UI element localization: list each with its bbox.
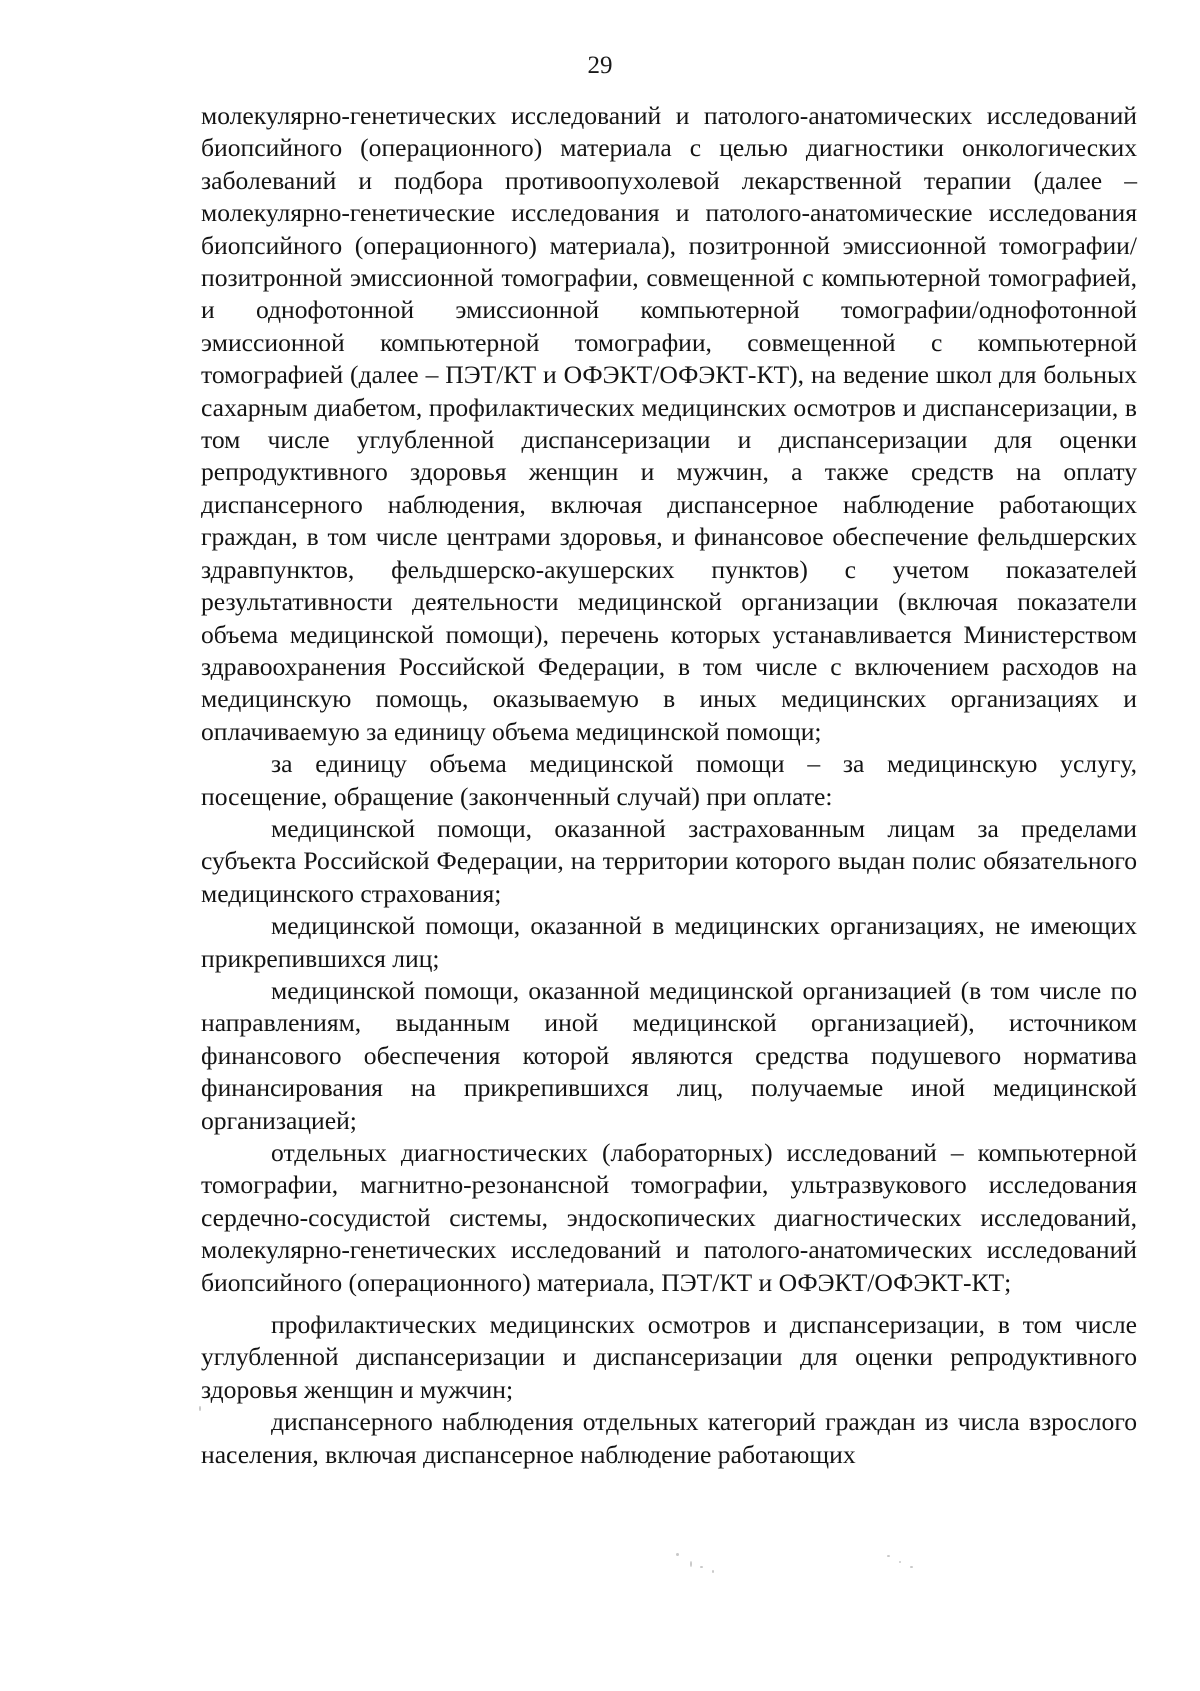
scan-speckle [712, 1570, 714, 1573]
paragraph: молекулярно-генетических исследований и патолого-анатомических исследований биопсийного (операционного) материала с целью диагностики онкологических заболеваний и подбора противоопухолевой лекарственной терапии (далее – молекулярно-генетические исследования и патолого-анатомические исследования биопсийного (операционного) материала), позитронной эмиссионной томографии/позитронной эмиссионной томографии, совмещенной с компьютерной томографией, и однофотонной эмиссионной компьютерной томографии/однофотонной эмиссионной компьютерной томографии, совмещенной с компьютерной томографией (далее – ПЭТ/КТ и ОФЭКТ/ОФЭКТ-КТ), на ведение школ для больных сахарным диабетом, профилактических медицинских осмотров и диспансеризации, в том числе углубленной диспансеризации и диспансеризации для оценки репродуктивного здоровья женщин и мужчин, а также средств на оплату диспансерного наблюдения, включая диспансерное наблюдение работающих граждан, в том числе центрами здоровья, и финансовое обеспечение фельдшерских здравпунктов, фельдшерско-акушерских пунктов) с учетом показателей результативности деятельности медицинской организации (включая показатели объема медицинской помощи), перечень которых устанавливается Министерством здравоохранения Российской Федерации, в том числе с включением расходов на медицинскую помощь, оказываемую в иных медицинских организациях и оплачиваемую за единицу объема медицинской помощи; [201, 101, 1137, 746]
scan-speckle [690, 1561, 692, 1567]
document-body [201, 100, 1137, 1471]
scan-speckle [700, 1566, 703, 1568]
scan-speckle [899, 1561, 901, 1563]
page-number: 29 [587, 52, 613, 79]
paragraph: за единицу объема медицинской помощи – за медицинскую услугу, посещение, обращение (законченный случай) при оплате: [201, 749, 1137, 811]
scan-speckle [887, 1555, 890, 1557]
paragraph: диспансерного наблюдения отдельных категорий граждан из числа взрослого населения, включая диспансерное наблюдение работающих [201, 1407, 1137, 1469]
scan-speckle [910, 1566, 913, 1568]
scan-speckle [676, 1553, 679, 1556]
paragraph: медицинской помощи, оказанной в медицинских организациях, не имеющих прикрепившихся лиц; [201, 911, 1137, 973]
paragraph: медицинской помощи, оказанной застрахованным лицам за пределами субъекта Российской Федерации, на территории которого выдан полис обязательного медицинского страхования; [201, 813, 1137, 908]
paragraph: отдельных диагностических (лабораторных) исследований – компьютерной томографии, магнитно-резонансной томографии, ультразвукового исследования сердечно-сосудистой системы, эндоскопических диагностических исследований, молекулярно-генетических исследований и патолого-анатомических исследований биопсийного (операционного) материала, ПЭТ/КТ и ОФЭКТ/ОФЭКТ-КТ; [201, 1138, 1137, 1297]
scan-speckle [199, 1406, 201, 1411]
paragraph: медицинской помощи, оказанной медицинской организацией (в том числе по направлениям, выданным иной медицинской организацией), источником финансового обеспечения которой являются средства подушевого норматива финансирования на прикрепившихся лиц, получаемые иной медицинской организацией; [201, 975, 1137, 1135]
paragraph: профилактических медицинских осмотров и диспансеризации, в том числе углубленной диспансеризации и диспансеризации для оценки репродуктивного здоровья женщин и мужчин; [201, 1310, 1137, 1404]
